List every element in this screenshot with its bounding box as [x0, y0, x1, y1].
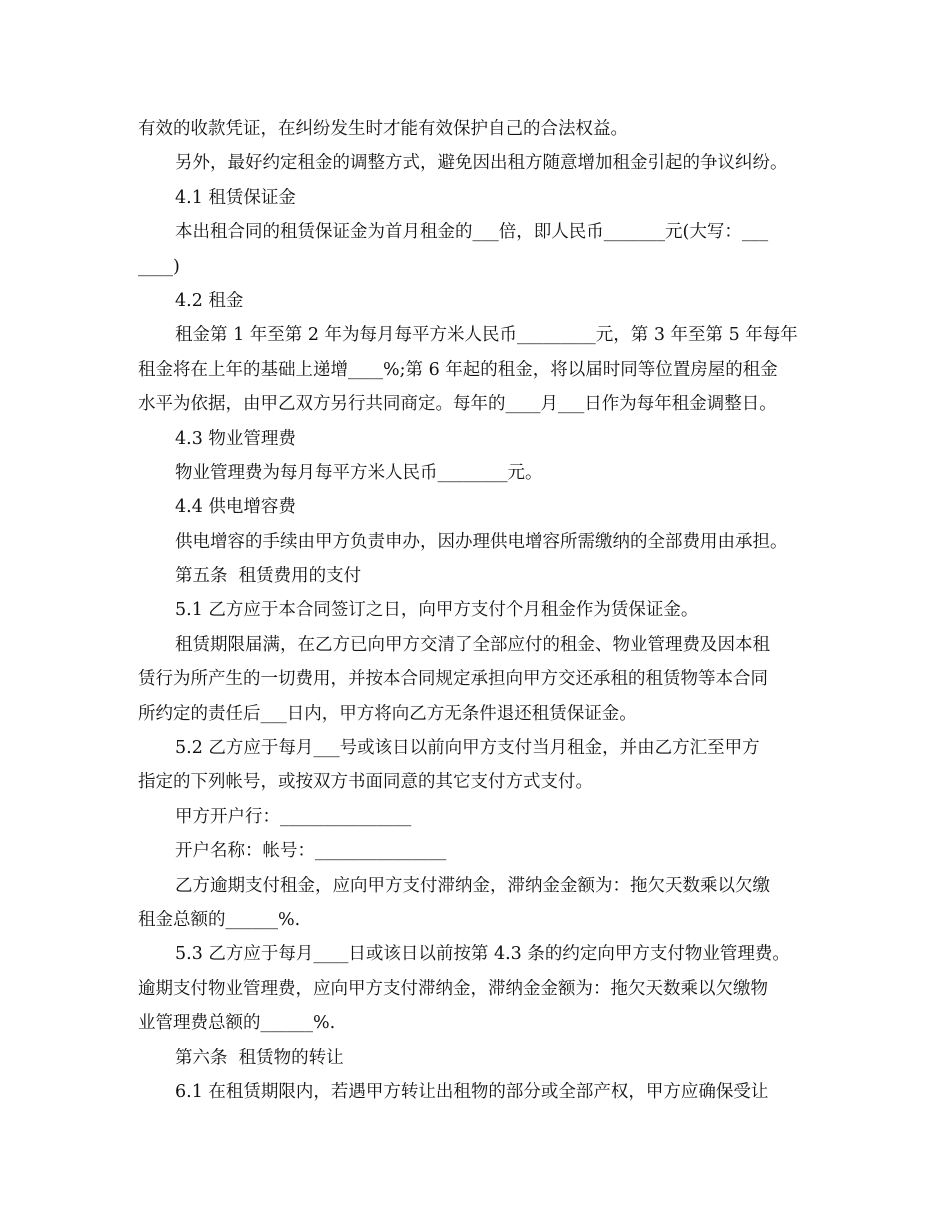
text-line: 业管理费总额的______%.	[138, 1013, 336, 1034]
text-line: 指定的下列帐号，或按双方书面同意的其它支付方式支付。	[138, 772, 593, 793]
text-line: 水平为依据，由甲乙双方另行共同商定。每年的____月___日作为每年租金调整日。	[138, 394, 777, 415]
text-line: 5.2 乙方应于每月___号或该日以前向甲方支付当月租金，并由乙方汇至甲方	[175, 738, 760, 759]
text-line: 5.3 乙方应于每月____日或该日以前按第 4.3 条的约定向甲方支付物业管理费。	[175, 944, 790, 965]
text-line: 物业管理费为每月每平方米人民币________元。	[175, 462, 543, 483]
text-line: ____)	[138, 256, 180, 277]
text-line: 乙方逾期支付租金，应向甲方支付滞纳金，滞纳金金额为：拖欠天数乘以欠缴	[175, 875, 770, 896]
text-line: 开户名称：帐号：_______________	[175, 841, 447, 862]
text-line: 本出租合同的租赁保证金为首月租金的___倍，即人民币_______元(大写：___	[175, 222, 769, 243]
text-line: 赁行为所产生的一切费用，并按本合同规定承担向甲方交还承租的租赁物等本合同	[138, 669, 768, 690]
text-line: 租金总额的______%.	[138, 909, 301, 930]
text-line: 4.4 供电增容费	[175, 497, 296, 518]
text-line: 4.2 租金	[175, 290, 244, 311]
text-line: 6.1 在租赁期限内，若遇甲方转让出租物的部分或全部产权，甲方应确保受让	[175, 1081, 769, 1102]
text-line: 4.1 租赁保证金	[175, 187, 296, 208]
text-line: 5.1 乙方应于本合同签订之日，向甲方支付个月租金作为赁保证金。	[175, 600, 699, 621]
text-line: 甲方开户行：_______________	[175, 806, 412, 827]
text-line: 租赁期限届满，在乙方已向甲方交清了全部应付的租金、物业管理费及因本租	[175, 634, 770, 655]
text-line: 租金将在上年的基础上递增____%;第 6 年起的租金，将以届时同等位置房屋的租金	[138, 359, 778, 380]
text-line: 逾期支付物业管理费，应向甲方支付滞纳金，滞纳金金额为：拖欠天数乘以欠缴物	[138, 978, 768, 999]
text-line: 租金第 1 年至第 2 年为每月每平方米人民币_________元，第 3 年至第 5 年每年	[175, 325, 798, 346]
text-line: 有效的收款凭证，在纠纷发生时才能有效保护自己的合法权益。	[138, 119, 628, 139]
text-line: 第六条 租赁物的转让	[175, 1047, 344, 1068]
text-line: 4.3 物业管理费	[175, 428, 296, 449]
text-line: 供电增容的手续由甲方负责申办，因办理供电增容所需缴纳的全部费用由承担。	[175, 531, 788, 552]
text-line: 另外，最好约定租金的调整方式，避免因出租方随意增加租金引起的争议纠纷。	[175, 153, 788, 174]
text-line: 所约定的责任后___日内，甲方将向乙方无条件退还租赁保证金。	[138, 703, 637, 724]
text-line: 第五条 租赁费用的支付	[175, 566, 362, 587]
document-body	[138, 112, 828, 1109]
